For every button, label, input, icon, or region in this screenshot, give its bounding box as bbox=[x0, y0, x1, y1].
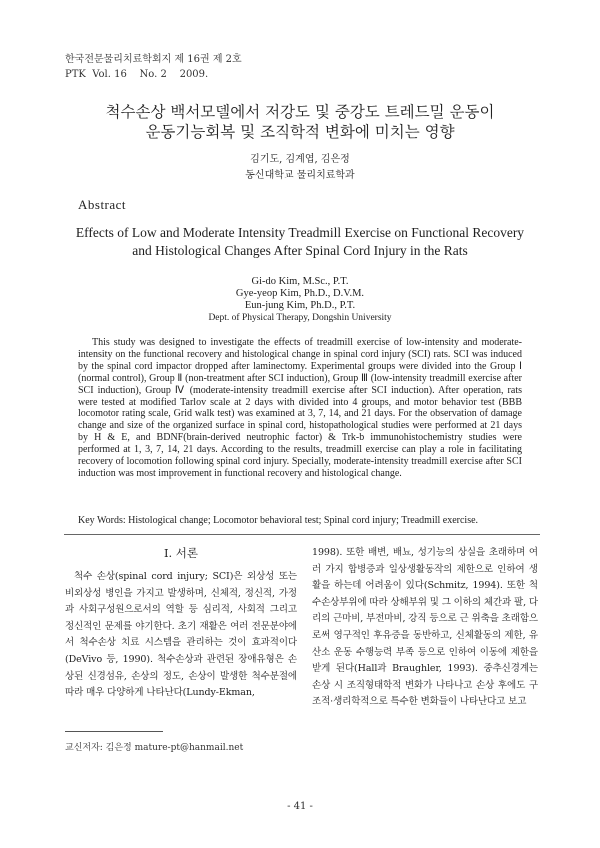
korean-title-line-2: 운동기능회복 및 조직학적 변화에 미치는 영향 bbox=[145, 123, 455, 141]
korean-author-names: 김기도, 김계엽, 김은정 bbox=[250, 154, 350, 165]
introduction-text-left: 척수 손상(spinal cord injury; SCI)은 외상성 또는 비외상성 병인을 가지고 발생하며, 신체적, 정신적, 가정과 사회구성원으로서의 역할 등 심리적, 사회적 그리고 정신적인 문제를 야기한다. 초기 재활은 여러 전문분야에서 척수손상 치료 시스템을 관리하는 것이 효과적이다(DeVivo 등, 1990). 척수손상과 관련된 장애유형은 손상된 신경섬유, 손상의 정도, 손상이 발생한 척수분절에 따라 매우 다양하게 나타난다(Lundy-Ekman, bbox=[65, 571, 297, 699]
right-column bbox=[312, 545, 538, 711]
footnote-divider bbox=[65, 731, 163, 732]
left-column bbox=[65, 545, 297, 702]
korean-title-line-1: 척수손상 백서모델에서 저강도 및 중강도 트레드밀 운동이 bbox=[105, 103, 495, 121]
journal-citation: PTK Vol. 16 No. 2 2009. bbox=[65, 69, 209, 80]
english-author-2: Gye-yeop Kim, Ph.D., D.V.M. bbox=[235, 288, 365, 299]
journal-header bbox=[65, 52, 242, 82]
korean-title bbox=[0, 102, 600, 142]
english-title-line-2: and Histological Changes After Spinal Cord Injury in the Rats bbox=[132, 243, 468, 258]
section-heading-introduction: Ⅰ. 서론 bbox=[163, 546, 199, 560]
english-title bbox=[0, 224, 600, 260]
english-authors-block bbox=[0, 276, 600, 324]
page-number: - 41 - bbox=[287, 801, 313, 812]
korean-affiliation: 동신대학교 물리치료학과 bbox=[245, 170, 355, 181]
keywords: Key Words: Histological change; Locomotor behavioral test; Spinal cord injury; Treadmill exercise. bbox=[78, 515, 479, 526]
english-author-1: Gi-do Kim, M.Sc., P.T. bbox=[251, 276, 349, 287]
introduction-text-right: 1998). 또한 배변, 배뇨, 성기능의 상실을 초래하며 여러 가지 합병증과 일상생활동작의 제한으로 인하여 생활을 하는데 어려움이 있다(Schmitz, 1994). 또한 척수손상부위에 따라 상해부위 및 그 이하의 체간과 팔, 다리의 근마비, 부전마비, 강직 등으로 근 위축을 초래함으로써 영구적인 후유증을 동반하고, 신체활동의 제한, 유산소 운동 수행능력 부족 등으로 인하여 이동에 제한을 받게 된다(Hall과 Braughler, 1993). 중추신경계는 손상 시 조직형태학적 변화가 나타나고 손상 후에도 구조적·생리학적으로 특수한 변화들이 나타난다고 보고 bbox=[312, 547, 538, 708]
english-author-3: Eun-jung Kim, Ph.D., P.T. bbox=[244, 300, 356, 311]
english-title-line-1: Effects of Low and Moderate Intensity Treadmill Exercise on Functional Recovery bbox=[75, 225, 525, 240]
journal-name: 한국전문물리치료학회지 제 16권 제 2호 bbox=[65, 54, 242, 65]
section-divider bbox=[64, 534, 540, 535]
korean-authors-block bbox=[0, 152, 600, 184]
corresponding-author-footnote: 교신저자: 김은정 mature-pt@hanmail.net bbox=[65, 743, 244, 753]
english-affiliation: Dept. of Physical Therapy, Dongshin University bbox=[208, 313, 392, 323]
abstract-text: This study was designed to investigate the effects of treadmill exercise of low-intensity and moderate-intensity on the functional recovery and histological change in spinal cord injury (SCI) rats. SCI was induced by the spinal cord impactor dropped after laminectomy. Experimental groups were divided into the Group Ⅰ (normal control), Group Ⅱ (non-treatment after SCI induction), Group Ⅲ (low-intensity treadmill exercise after SCI induction), Group Ⅳ (moderate-intensity treadmill exercise after SCI induction). After operation, rats were tested at modified Tarlov scale at 2 days with divided into 4 groups, and motor behavior test (BBB locomotor rating scale, Grid walk test) was examined at 3, 7, 14, and 21 days. For the observation of damage change and size of the organized surface in spinal cord, histopathological studies were performed at 21 days by H & E, and BDNF(brain-derived neutrophic factor) & Trk-b immunohistochemistry studies were performed at 1, 3, 7, 14, 21 days. According to the results, treadmill exercise can play a role in facilitating recovery of locomotion following spinal cord injury. Specially, moderate-intensity treadmill exercise after SCI induction was most improvement in functional recovery and histological change. bbox=[78, 337, 522, 479]
abstract-heading: Abstract bbox=[78, 197, 127, 212]
